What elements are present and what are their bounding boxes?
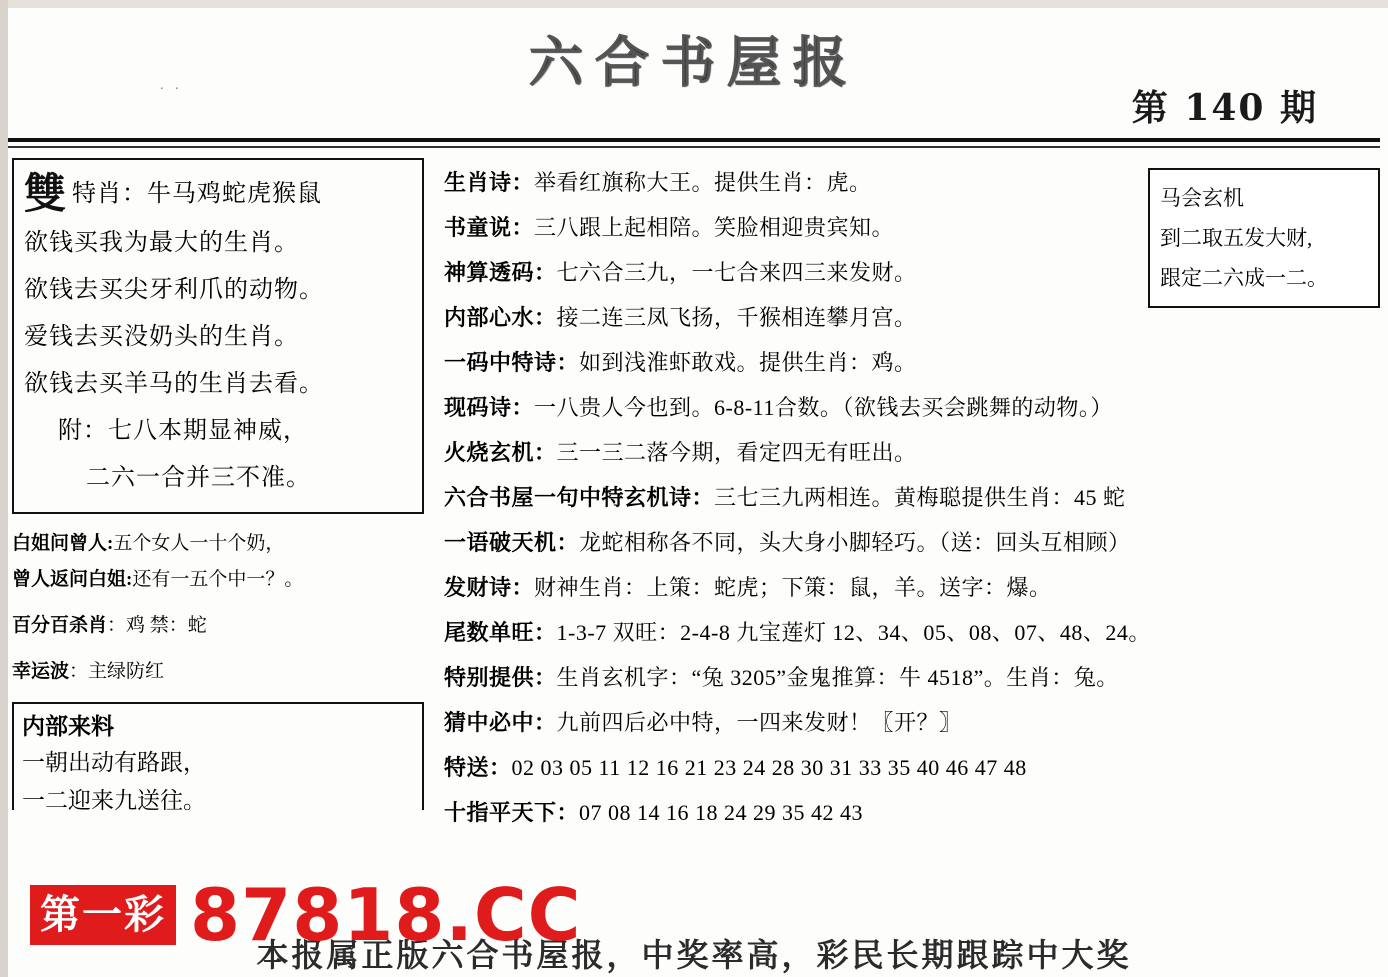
- entry-text: 接二连三凤飞扬，千猴相连攀月宫。: [556, 305, 917, 330]
- entry-text: 1-3-7 双旺：2-4-8 九宝莲灯 12、34、05、08、07、48、24。: [556, 620, 1151, 645]
- entry-row: [444, 700, 1374, 745]
- riddle-line-1: 欲钱买我为最大的生肖。: [24, 230, 299, 256]
- entry-row: [444, 790, 1374, 835]
- horse-club-line-2: 跟定二六成一二。: [1160, 266, 1328, 290]
- entry-row: [444, 610, 1374, 655]
- entry-label: 六合书屋一句中特玄机诗：: [444, 485, 715, 510]
- header-rule-thin: [8, 146, 1380, 148]
- spacer-2: [12, 644, 424, 654]
- entry-label: 特别提供：: [444, 665, 557, 690]
- entry-label: 一语破天机：: [444, 530, 580, 555]
- horse-club-line-1: 到二取五发大财,: [1160, 226, 1313, 250]
- entry-row: [444, 430, 1374, 475]
- riddle-line-2: 欲钱去买尖牙利爪的动物。: [24, 277, 324, 303]
- entry-row: [444, 565, 1374, 610]
- footer-note: 本报属正版六合书屋报，中奖率高，彩民长期跟踪中大奖: [256, 936, 1132, 974]
- entry-text: 九前四后必中特，一四来发财！〖开？〗: [556, 710, 962, 735]
- entry-label: 书童说：: [444, 215, 535, 240]
- riddle-line-3: 爱钱去买没奶头的生肖。: [24, 324, 299, 350]
- entry-text: 三七三九两相连。黄梅聪提供生肖：45 蛇: [714, 485, 1126, 510]
- riddle-line-4: 欲钱去买羊马的生肖去看。: [24, 371, 324, 397]
- internal-tip-line-1: 一朝出动有路跟，: [22, 750, 206, 775]
- double-character: 雙: [24, 169, 67, 218]
- watermark: [30, 873, 582, 957]
- entry-text: 七六合三九，一七合来四三来发财。: [556, 260, 917, 285]
- entry-label: 神算透码：: [444, 260, 557, 285]
- kill-zodiac-label: 百分百杀肖: [12, 615, 108, 636]
- entry-text: 07 08 14 16 18 24 29 35 42 43: [579, 800, 864, 825]
- kill-zodiac-value: ：鸡 禁：蛇: [107, 615, 207, 636]
- page-edge-left: [0, 0, 8, 977]
- internal-tip-title: 内部来料: [22, 714, 114, 739]
- lucky-wave-label: 幸运波: [12, 661, 70, 682]
- entry-label: 火烧玄机：: [444, 440, 557, 465]
- entry-label: 特送：: [444, 755, 512, 780]
- watermark-url: 87818.CC: [190, 873, 582, 957]
- dialogue-2-label: 曾人返问白姐:: [12, 569, 133, 590]
- horse-club-box: [1148, 168, 1380, 308]
- dialogue-2-value: 还有一五个中一？。: [132, 569, 304, 590]
- entry-text: 财神生肖：上策：蛇虎；下策：鼠，羊。送字：爆。: [534, 575, 1052, 600]
- internal-tip-box: [12, 702, 424, 810]
- entry-label: 尾数单旺：: [444, 620, 557, 645]
- dialogue-1-value: 五个女人一十个奶，: [113, 533, 285, 554]
- appendix-line-1: 附：七八本期显神威，: [58, 418, 308, 444]
- entry-text: 生肖玄机字：“兔 3205”金鬼推算：牛 4518”。生肖：兔。: [556, 665, 1119, 690]
- entry-text: 三八跟上起相陪。笑脸相迎贵宾知。: [534, 215, 895, 240]
- entry-label: 发财诗：: [444, 575, 535, 600]
- entry-text: 举看红旗称大王。提供生肖：虎。: [534, 170, 872, 195]
- horse-club-title: 马会玄机: [1160, 186, 1244, 210]
- appendix-line-2: 二六一合并三不准。: [86, 465, 311, 491]
- left-subsection: [12, 526, 424, 690]
- page-edge-top: [0, 0, 1388, 8]
- special-zodiac-label: 特肖：: [72, 181, 148, 207]
- lucky-wave-line: [12, 654, 424, 690]
- entry-text: 如到浅淮虾敢戏。提供生肖：鸡。: [579, 350, 917, 375]
- entry-row: [444, 475, 1374, 520]
- special-zodiac-box: [12, 158, 424, 514]
- special-zodiac-row: [24, 168, 412, 220]
- entry-text: 三一三二落今期，看定四无有旺出。: [556, 440, 917, 465]
- dots-mark: . .: [160, 78, 183, 93]
- entry-row: [444, 385, 1374, 430]
- dialogue-line-1: [12, 526, 424, 562]
- entry-row: [444, 745, 1374, 790]
- spacer: [12, 598, 424, 608]
- dialogue-line-2: [12, 562, 424, 598]
- entry-row: [444, 655, 1374, 700]
- entry-row: [444, 520, 1374, 565]
- entry-row: [444, 340, 1374, 385]
- dialogue-1-label: 白姐问曾人:: [12, 533, 114, 554]
- left-column: [12, 158, 424, 810]
- entry-text: 02 03 05 11 12 16 21 23 24 28 30 31 33 35 40 46 47 48: [511, 755, 1027, 780]
- kill-zodiac-line: [12, 608, 424, 644]
- entry-label: 一码中特诗：: [444, 350, 580, 375]
- entry-label: 生肖诗：: [444, 170, 535, 195]
- watermark-badge: 第一彩: [30, 885, 176, 945]
- entry-label: 内部心水：: [444, 305, 557, 330]
- entry-label: 猜中必中：: [444, 710, 557, 735]
- entry-label: 十指平天下：: [444, 800, 580, 825]
- entry-text: 一八贵人今也到。6-8-11合数。（欲钱去买会跳舞的动物。）: [534, 395, 1113, 420]
- entry-text: 龙蛇相称各不同，头大身小脚轻巧。（送：回头互相顾）: [579, 530, 1131, 555]
- page-title: 六合书屋报: [529, 30, 859, 94]
- header-rule: [8, 138, 1380, 142]
- lucky-wave-value: ：主绿防红: [69, 661, 165, 682]
- entry-label: 现码诗：: [444, 395, 535, 420]
- issue-number: 第 140 期: [1131, 87, 1318, 129]
- internal-tip-line-2: 一二迎来九送往。: [22, 788, 206, 810]
- special-zodiac-value: 牛马鸡蛇虎猴鼠: [147, 181, 323, 207]
